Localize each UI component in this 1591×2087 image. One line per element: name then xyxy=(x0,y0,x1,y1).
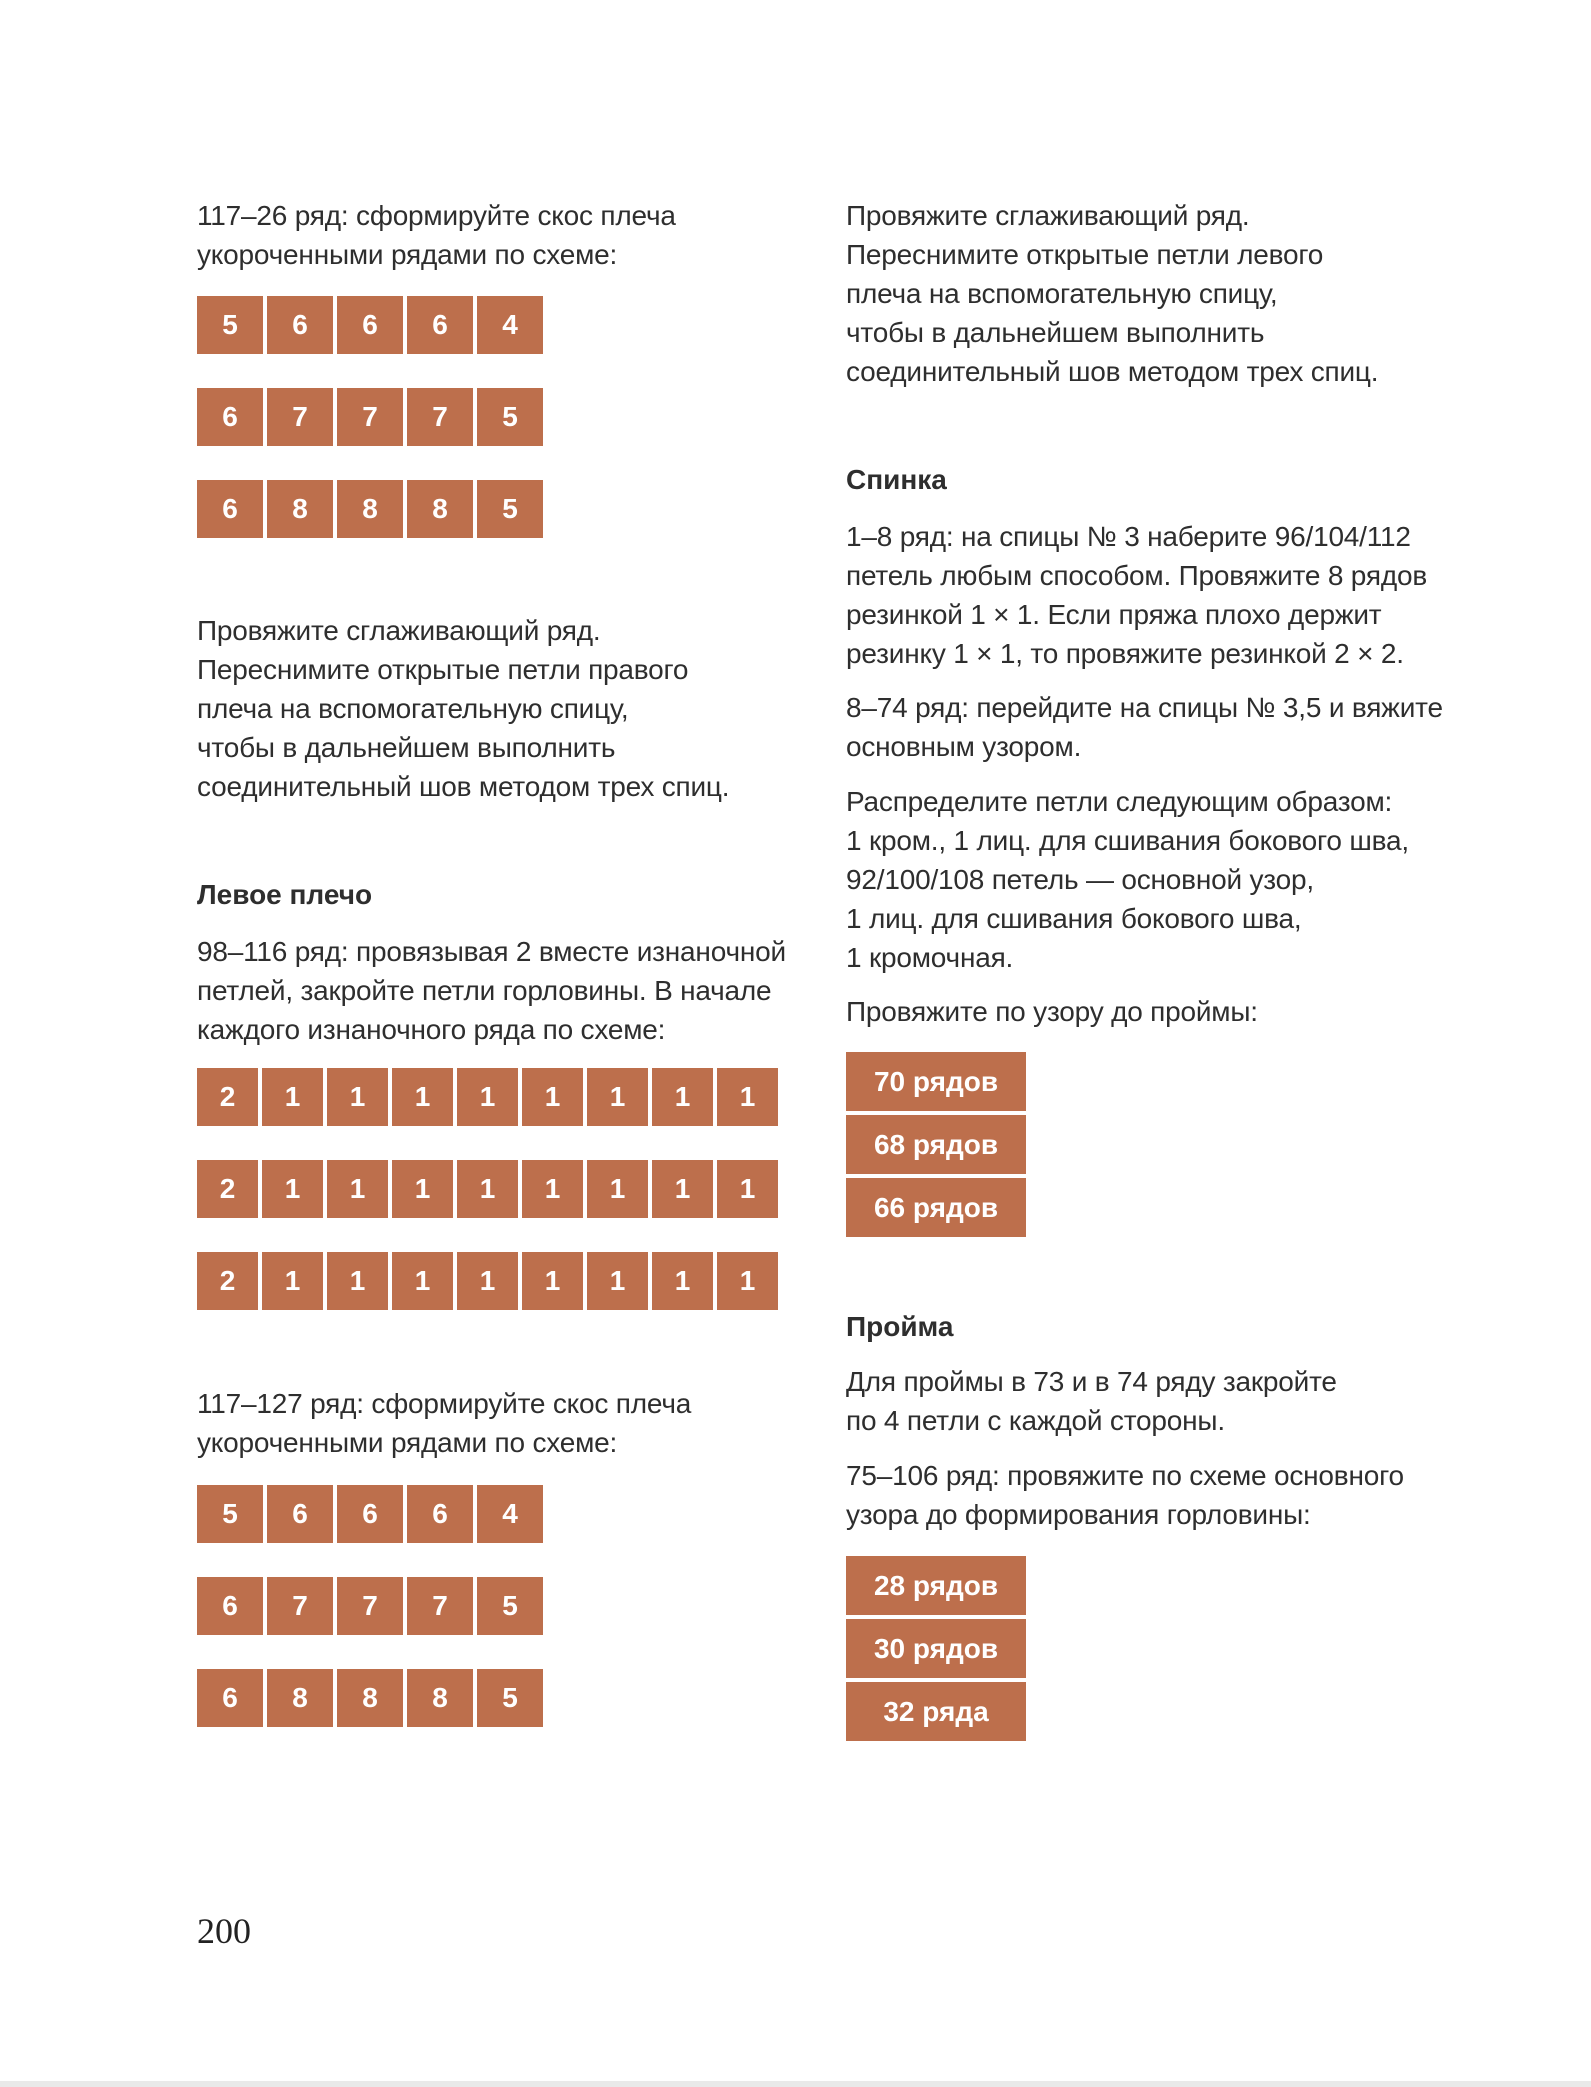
text-line: чтобы в дальнейшем выполнить xyxy=(846,317,1265,348)
text-line: укороченными рядами по схеме: xyxy=(197,239,618,270)
page-number: 200 xyxy=(197,1911,251,1951)
grid-cell: 4 xyxy=(477,1485,543,1543)
rows-pill: 32 ряда xyxy=(846,1682,1026,1741)
grid-cell: 8 xyxy=(337,1669,403,1727)
rows-pill: 30 рядов xyxy=(846,1619,1026,1678)
text-line: 8–74 ряд: перейдите на спицы № 3,5 и вяжите xyxy=(846,692,1443,723)
grid-cell: 7 xyxy=(407,1577,473,1635)
page-bottom-edge xyxy=(0,2081,1591,2087)
text-line: 1 лиц. для сшивания бокового шва, xyxy=(846,903,1302,934)
right-para-1 xyxy=(846,196,1446,391)
grid-cell: 5 xyxy=(477,1669,543,1727)
grid-row xyxy=(197,480,543,538)
grid-cell: 8 xyxy=(267,480,333,538)
text-line: по 4 петли с каждой стороны. xyxy=(846,1405,1225,1436)
grid-cell: 5 xyxy=(197,1485,263,1543)
grid-row xyxy=(197,1160,778,1218)
text-line: резинку 1 × 1, то провяжите резинкой 2 × 2. xyxy=(846,638,1404,669)
grid-cell: 1 xyxy=(522,1160,583,1218)
section-heading-armhole xyxy=(846,1309,1446,1345)
grid-cell: 4 xyxy=(477,296,543,354)
text-line: 98–116 ряд: провязывая 2 вместе изнаночной xyxy=(197,936,786,967)
rows-pill: 70 рядов xyxy=(846,1052,1026,1111)
right-para-5 xyxy=(846,992,1446,1031)
grid-cell: 1 xyxy=(717,1160,778,1218)
text-line: плеча на вспомогательную спицу, xyxy=(846,278,1278,309)
grid-cell: 1 xyxy=(457,1068,518,1126)
text-line: укороченными рядами по схеме: xyxy=(197,1427,618,1458)
grid-cell: 2 xyxy=(197,1252,258,1310)
text-line: Провяжите сглаживающий ряд. xyxy=(846,200,1250,231)
text-line: 1–8 ряд: на спицы № 3 наберите 96/104/112 xyxy=(846,521,1411,552)
text-line: 117–26 ряд: сформируйте скос плеча xyxy=(197,200,676,231)
text-line: плеча на вспомогательную спицу, xyxy=(197,693,629,724)
grid-cell: 7 xyxy=(267,388,333,446)
section-heading: Спинка xyxy=(846,464,947,495)
left-para-3 xyxy=(197,932,797,1049)
left-para-4 xyxy=(197,1384,797,1462)
grid-cell: 6 xyxy=(337,296,403,354)
grid-row xyxy=(197,1485,543,1543)
grid-cell: 2 xyxy=(197,1160,258,1218)
text-line: 117–127 ряд: сформируйте скос плеча xyxy=(197,1388,692,1419)
grid-cell: 1 xyxy=(587,1068,648,1126)
right-para-6 xyxy=(846,1362,1446,1440)
grid-row xyxy=(197,1577,543,1635)
text-line: соединительный шов методом трех спиц. xyxy=(197,771,730,802)
text-line: Переснимите открытые петли левого xyxy=(846,239,1324,270)
text-line: петель любым способом. Провяжите 8 рядов xyxy=(846,560,1428,591)
text-line: 1 кром., 1 лиц. для сшивания бокового шва, xyxy=(846,825,1409,856)
grid-cell: 1 xyxy=(392,1252,453,1310)
grid-row xyxy=(197,1068,778,1126)
text-line: Для проймы в 73 и в 74 ряду закройте xyxy=(846,1366,1337,1397)
grid-cell: 6 xyxy=(407,1485,473,1543)
text-line: Провяжите по узору до проймы: xyxy=(846,996,1258,1027)
grid-row xyxy=(197,1669,543,1727)
grid-cell: 7 xyxy=(337,388,403,446)
text-line: петлей, закройте петли горловины. В начале xyxy=(197,975,772,1006)
grid-cell: 1 xyxy=(262,1160,323,1218)
right-para-4 xyxy=(846,782,1446,977)
text-line: 75–106 ряд: провяжите по схеме основного xyxy=(846,1460,1404,1491)
left-intro xyxy=(197,196,797,274)
text-line: резинкой 1 × 1. Если пряжа плохо держит xyxy=(846,599,1382,630)
rows-pill: 68 рядов xyxy=(846,1115,1026,1174)
grid-row xyxy=(197,388,543,446)
rows-pill: 28 рядов xyxy=(846,1556,1026,1615)
grid-cell: 1 xyxy=(587,1252,648,1310)
text-line: 1 кромочная. xyxy=(846,942,1014,973)
right-para-7 xyxy=(846,1456,1446,1534)
left-para-2 xyxy=(197,611,797,806)
grid-cell: 1 xyxy=(652,1252,713,1310)
text-line: узора до формирования горловины: xyxy=(846,1499,1311,1530)
text-line: Распределите петли следующим образом: xyxy=(846,786,1393,817)
text-line: Провяжите сглаживающий ряд. xyxy=(197,615,601,646)
grid-cell: 8 xyxy=(407,1669,473,1727)
grid-cell: 1 xyxy=(262,1252,323,1310)
grid-cell: 1 xyxy=(652,1068,713,1126)
rows-pill: 66 рядов xyxy=(846,1178,1026,1237)
grid-cell: 1 xyxy=(457,1252,518,1310)
grid-cell: 1 xyxy=(717,1252,778,1310)
grid-cell: 5 xyxy=(477,388,543,446)
grid-cell: 6 xyxy=(197,480,263,538)
text-line: чтобы в дальнейшем выполнить xyxy=(197,732,616,763)
grid-cell: 1 xyxy=(327,1252,388,1310)
text-line: каждого изнаночного ряда по схеме: xyxy=(197,1014,666,1045)
grid-cell: 1 xyxy=(457,1160,518,1218)
grid-cell: 7 xyxy=(407,388,473,446)
section-heading-back xyxy=(846,462,1446,498)
section-heading: Пройма xyxy=(846,1311,954,1342)
grid-cell: 8 xyxy=(407,480,473,538)
grid-cell: 2 xyxy=(197,1068,258,1126)
grid-cell: 5 xyxy=(197,296,263,354)
grid-cell: 1 xyxy=(327,1068,388,1126)
section-heading: Левое плечо xyxy=(197,879,373,910)
grid-cell: 1 xyxy=(327,1160,388,1218)
grid-cell: 7 xyxy=(267,1577,333,1635)
text-line: соединительный шов методом трех спиц. xyxy=(846,356,1379,387)
grid-cell: 6 xyxy=(197,388,263,446)
grid-cell: 6 xyxy=(197,1577,263,1635)
right-para-2 xyxy=(846,517,1446,673)
text-line: Переснимите открытые петли правого xyxy=(197,654,689,685)
grid-cell: 1 xyxy=(522,1068,583,1126)
grid-cell: 6 xyxy=(337,1485,403,1543)
grid-cell: 1 xyxy=(522,1252,583,1310)
grid-cell: 1 xyxy=(652,1160,713,1218)
grid-cell: 6 xyxy=(407,296,473,354)
grid-cell: 5 xyxy=(477,1577,543,1635)
grid-row xyxy=(197,296,543,354)
grid-cell: 6 xyxy=(197,1669,263,1727)
grid-cell: 1 xyxy=(392,1068,453,1126)
section-heading-left-shoulder xyxy=(197,877,797,913)
grid-cell: 8 xyxy=(267,1669,333,1727)
right-para-3 xyxy=(846,688,1446,766)
grid-cell: 6 xyxy=(267,296,333,354)
grid-cell: 8 xyxy=(337,480,403,538)
grid-cell: 1 xyxy=(262,1068,323,1126)
grid-cell: 1 xyxy=(392,1160,453,1218)
grid-cell: 1 xyxy=(587,1160,648,1218)
grid-cell: 1 xyxy=(717,1068,778,1126)
grid-cell: 6 xyxy=(267,1485,333,1543)
text-line: 92/100/108 петель — основной узор, xyxy=(846,864,1314,895)
text-line: основным узором. xyxy=(846,731,1082,762)
grid-row xyxy=(197,1252,778,1310)
grid-cell: 5 xyxy=(477,480,543,538)
grid-cell: 7 xyxy=(337,1577,403,1635)
